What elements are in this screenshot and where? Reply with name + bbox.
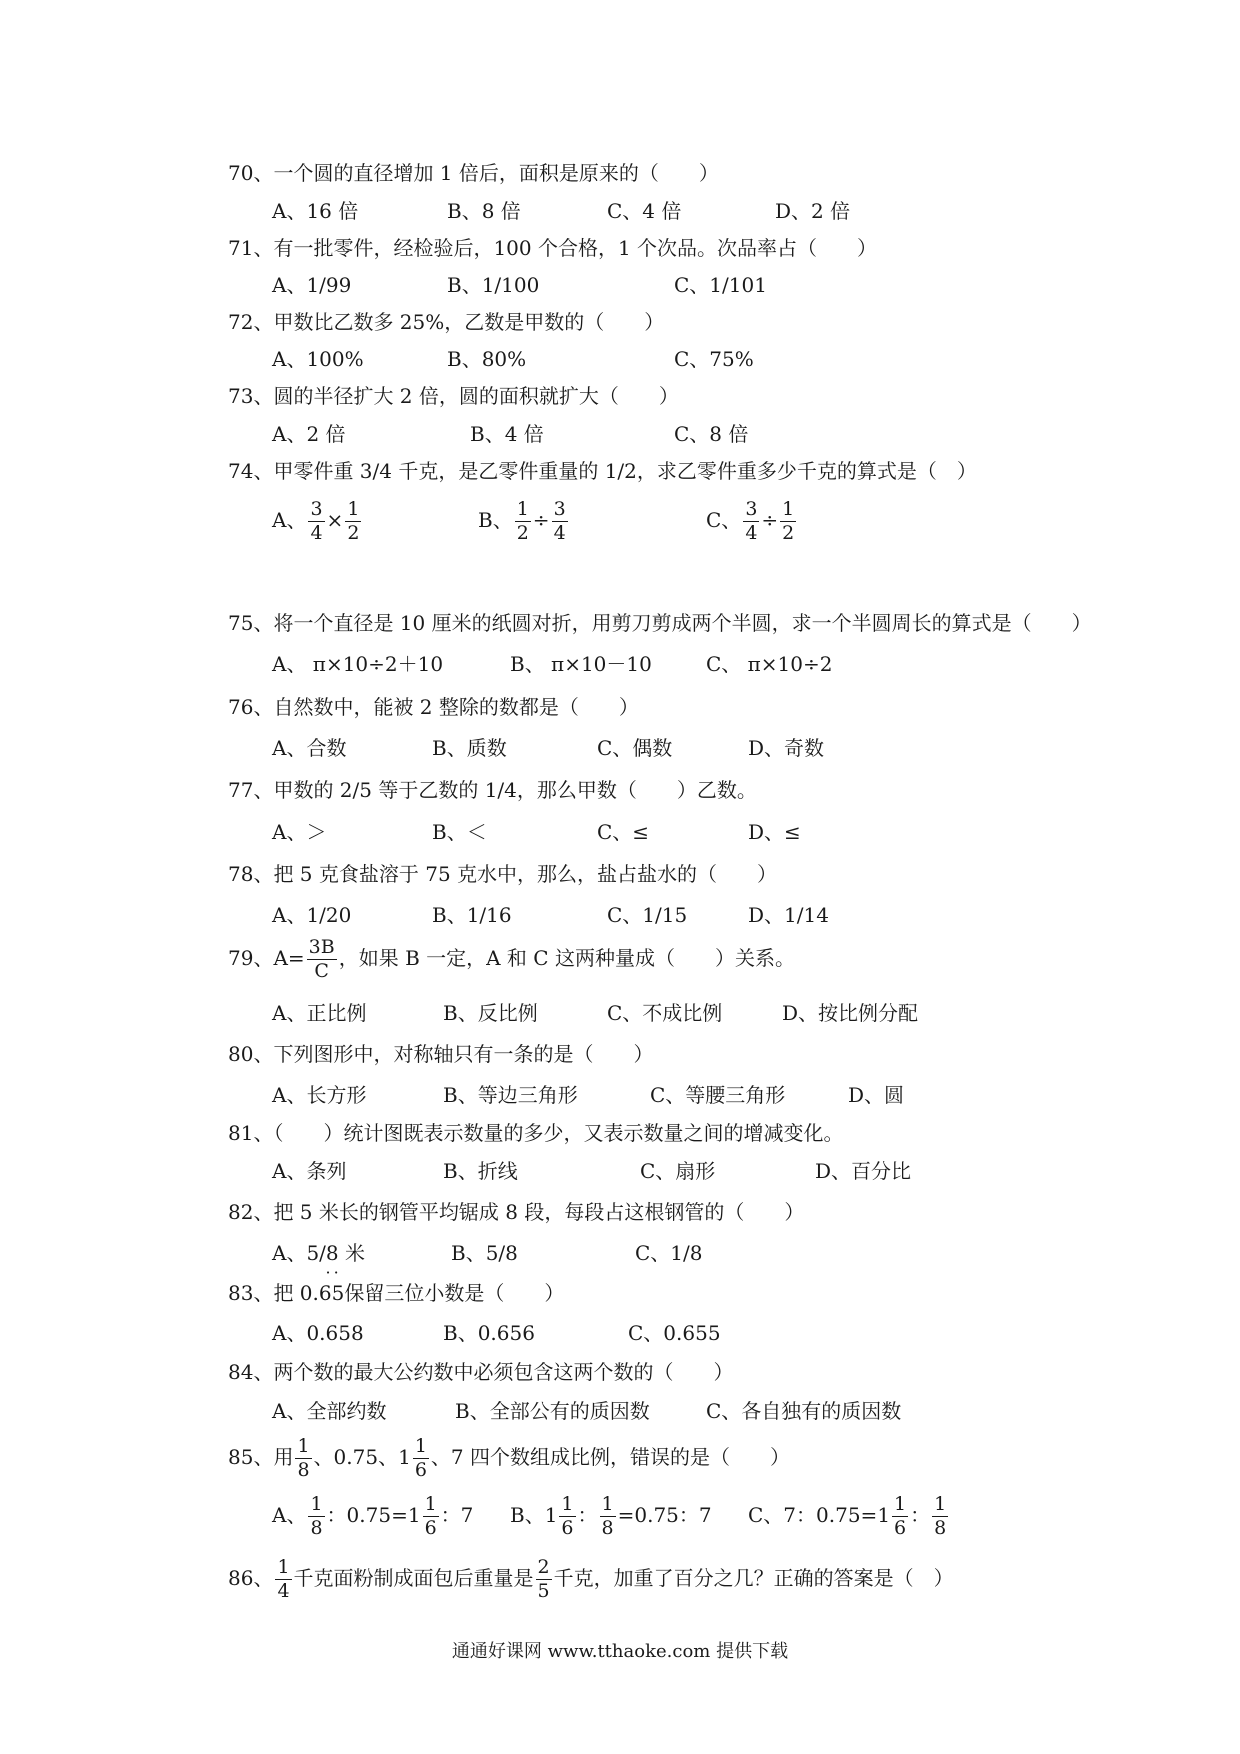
question-text: 保留三位小数是（ ）: [344, 1281, 565, 1305]
question-text: 、0.75、1: [313, 1445, 411, 1469]
option-73-c: C、8 倍: [674, 422, 749, 446]
question-82: 82、把 5 米长的钢管平均锯成 8 段，每段占这根钢管的（ ）: [228, 1200, 805, 1224]
denominator: 4: [745, 522, 758, 544]
question-text: ，如果 B 一定，A 和 C 这两种量成（ ）关系。: [338, 946, 795, 970]
option-text: ：: [910, 1503, 931, 1527]
numerator: 1: [414, 1435, 427, 1457]
numerator: 1: [894, 1493, 907, 1515]
denominator: 6: [894, 1517, 907, 1539]
option-85-a: [272, 1495, 473, 1538]
option-82-b: B、5/8: [451, 1241, 518, 1265]
option-80-c: C、等腰三角形: [650, 1083, 786, 1107]
numerator: 1: [601, 1493, 614, 1515]
option-71-a: A、1/99: [272, 273, 352, 297]
question-text: 79、A=: [228, 946, 305, 970]
numerator: 1: [424, 1493, 437, 1515]
fraction: [308, 500, 324, 543]
option-80-d: D、圆: [848, 1083, 905, 1107]
question-84: 84、两个数的最大公约数中必须包含这两个数的（ ）: [228, 1360, 734, 1384]
denominator: 8: [601, 1517, 614, 1539]
question-78: 78、把 5 克食盐溶于 75 克水中，那么，盐占盐水的（ ）: [228, 862, 778, 886]
option-84-a: A、全部约数: [272, 1399, 387, 1423]
fraction: [892, 1495, 908, 1538]
fraction: [307, 938, 337, 981]
fraction: [308, 1495, 324, 1538]
numerator: 3: [553, 498, 566, 520]
option-76-c: C、偶数: [597, 736, 673, 760]
option-79-a: A、正比例: [272, 1001, 367, 1025]
option-84-c: C、各自独有的质因数: [706, 1399, 902, 1423]
denominator: 8: [934, 1517, 947, 1539]
fraction: [423, 1495, 439, 1538]
denominator: 8: [310, 1517, 323, 1539]
option-80-a: A、长方形: [272, 1083, 367, 1107]
operator: ×: [326, 508, 344, 532]
option-81-c: C、扇形: [640, 1159, 716, 1183]
option-72-b: B、80%: [447, 347, 527, 371]
numerator: 1: [516, 498, 529, 520]
denominator: 5: [537, 1580, 550, 1602]
numerator: 1: [277, 1556, 290, 1578]
question-76: 76、自然数中，能被 2 整除的数都是（ ）: [228, 695, 639, 719]
option-77-a: A、＞: [272, 820, 327, 844]
option-82-c: C、1/8: [635, 1241, 703, 1265]
fraction: [413, 1437, 429, 1480]
numerator: 1: [934, 1493, 947, 1515]
option-81-a: A、条列: [272, 1159, 347, 1183]
question-81: 81、（ ）统计图既表示数量的多少，又表示数量之间的增减变化。: [228, 1121, 844, 1145]
denominator: 2: [516, 522, 529, 544]
option-77-d: D、≤: [748, 820, 801, 844]
option-81-d: D、百分比: [815, 1159, 912, 1183]
question-80: 80、下列图形中，对称轴只有一条的是（ ）: [228, 1042, 654, 1066]
fraction: [536, 1558, 552, 1601]
question-73: 73、圆的半径扩大 2 倍，圆的面积就扩大（ ）: [228, 384, 679, 408]
numerator: 1: [310, 1493, 323, 1515]
option-text: =0.75：7: [617, 1503, 712, 1527]
fraction: [295, 1437, 311, 1480]
denominator: 2: [782, 522, 795, 544]
option-79-b: B、反比例: [443, 1001, 538, 1025]
option-83-c: C、0.655: [628, 1321, 721, 1345]
option-81-b: B、折线: [443, 1159, 518, 1183]
option-83-a: A、0.658: [272, 1321, 364, 1345]
denominator: 6: [424, 1517, 437, 1539]
repeating-digits: 65: [318, 1281, 345, 1305]
denominator: 4: [553, 522, 566, 544]
question-text: 86、: [228, 1566, 274, 1590]
question-text: 千克面粉制成面包后重量是: [293, 1566, 534, 1590]
option-75-b: B、 π×10－10: [510, 652, 652, 676]
denominator: 4: [310, 522, 323, 544]
option-78-a: A、1/20: [272, 903, 352, 927]
question-text: 85、用: [228, 1445, 294, 1469]
option-72-a: A、100%: [272, 347, 364, 371]
fraction: [275, 1558, 291, 1601]
option-83-b: B、0.656: [443, 1321, 535, 1345]
option-78-b: B、1/16: [432, 903, 512, 927]
fraction: [780, 500, 796, 543]
question-85: [228, 1437, 790, 1480]
question-79: [228, 938, 795, 981]
fraction: [345, 500, 361, 543]
operator: ÷: [532, 508, 550, 532]
option-text: ：0.75=1: [326, 1503, 421, 1527]
fraction: [559, 1495, 575, 1538]
denominator: 2: [347, 522, 360, 544]
page-footer: 通通好课网 www.tthaoke.com 提供下载: [451, 1641, 789, 1662]
question-70: 70、一个圆的直径增加 1 倍后，面积是原来的（ ）: [228, 161, 719, 185]
option-75-c: C、 π×10÷2: [706, 652, 833, 676]
denominator: 6: [414, 1459, 427, 1481]
option-74-b: [478, 500, 570, 543]
question-text: 、7 四个数组成比例，错误的是（ ）: [430, 1445, 790, 1469]
option-70-d: D、2 倍: [775, 199, 851, 223]
option-78-c: C、1/15: [607, 903, 688, 927]
option-text: B、1: [510, 1503, 558, 1527]
option-76-a: A、合数: [272, 736, 347, 760]
denominator: C: [314, 960, 329, 982]
option-71-c: C、1/101: [674, 273, 767, 297]
option-82-a: A、5/8 米: [272, 1241, 365, 1265]
option-76-d: D、奇数: [748, 736, 825, 760]
option-77-c: C、≤: [597, 820, 650, 844]
option-letter: C、: [706, 508, 742, 532]
repeating-decimal: [318, 1263, 345, 1306]
fraction: [932, 1495, 948, 1538]
option-72-c: C、75%: [674, 347, 754, 371]
option-79-d: D、按比例分配: [782, 1001, 919, 1025]
question-75: 75、将一个直径是 10 厘米的纸圆对折，用剪刀剪成两个半圆，求一个半圆周长的算式是（ ）: [228, 611, 1092, 635]
numerator: 1: [782, 498, 795, 520]
denominator: 4: [277, 1580, 290, 1602]
option-74-a: [272, 500, 363, 543]
option-84-b: B、全部公有的质因数: [455, 1399, 650, 1423]
option-75-a: A、 π×10÷2＋10: [272, 652, 444, 676]
option-70-a: A、16 倍: [272, 199, 359, 223]
option-78-d: D、1/14: [748, 903, 829, 927]
option-85-c: [748, 1495, 950, 1538]
option-71-b: B、1/100: [447, 273, 540, 297]
option-text: A、: [272, 1503, 307, 1527]
fraction: [552, 500, 568, 543]
option-80-b: B、等边三角形: [443, 1083, 578, 1107]
question-74: 74、甲零件重 3/4 千克，是乙零件重量的 1/2，求乙零件重多少千克的算式是（ ）: [228, 459, 977, 483]
option-70-b: B、8 倍: [447, 199, 521, 223]
numerator: 1: [297, 1435, 310, 1457]
fraction: [515, 500, 531, 543]
question-text: 83、把 0.: [228, 1281, 319, 1305]
denominator: 8: [297, 1459, 310, 1481]
option-73-b: B、4 倍: [470, 422, 544, 446]
option-79-c: C、不成比例: [607, 1001, 723, 1025]
option-77-b: B、＜: [432, 820, 487, 844]
option-76-b: B、质数: [432, 736, 507, 760]
question-71: 71、有一批零件，经检验后，100 个合格，1 个次品。次品率占（ ）: [228, 236, 878, 260]
numerator: 1: [561, 1493, 574, 1515]
numerator: 3: [745, 498, 758, 520]
option-text: ：7: [440, 1503, 474, 1527]
option-letter: B、: [478, 508, 513, 532]
fraction: [743, 500, 759, 543]
option-text: ：: [577, 1503, 598, 1527]
repeat-dots: · ·: [325, 1263, 338, 1282]
question-text: 千克，加重了百分之几？正确的答案是（ ）: [553, 1566, 954, 1590]
question-72: 72、甲数比乙数多 25%，乙数是甲数的（ ）: [228, 310, 665, 334]
numerator: 1: [347, 498, 360, 520]
fraction: [600, 1495, 616, 1538]
option-letter: A、: [272, 508, 307, 532]
numerator: 3: [310, 498, 323, 520]
question-77: 77、甲数的 2/5 等于乙数的 1/4，那么甲数（ ）乙数。: [228, 778, 757, 802]
option-74-c: [706, 500, 798, 543]
question-83: [228, 1263, 565, 1306]
numerator: 3B: [308, 936, 335, 958]
question-86: [228, 1558, 954, 1601]
option-70-c: C、4 倍: [607, 199, 682, 223]
option-73-a: A、2 倍: [272, 422, 346, 446]
denominator: 6: [561, 1517, 574, 1539]
option-text: C、7：0.75=1: [748, 1503, 891, 1527]
numerator: 2: [537, 1556, 550, 1578]
option-85-b: [510, 1495, 712, 1538]
operator: ÷: [761, 508, 779, 532]
